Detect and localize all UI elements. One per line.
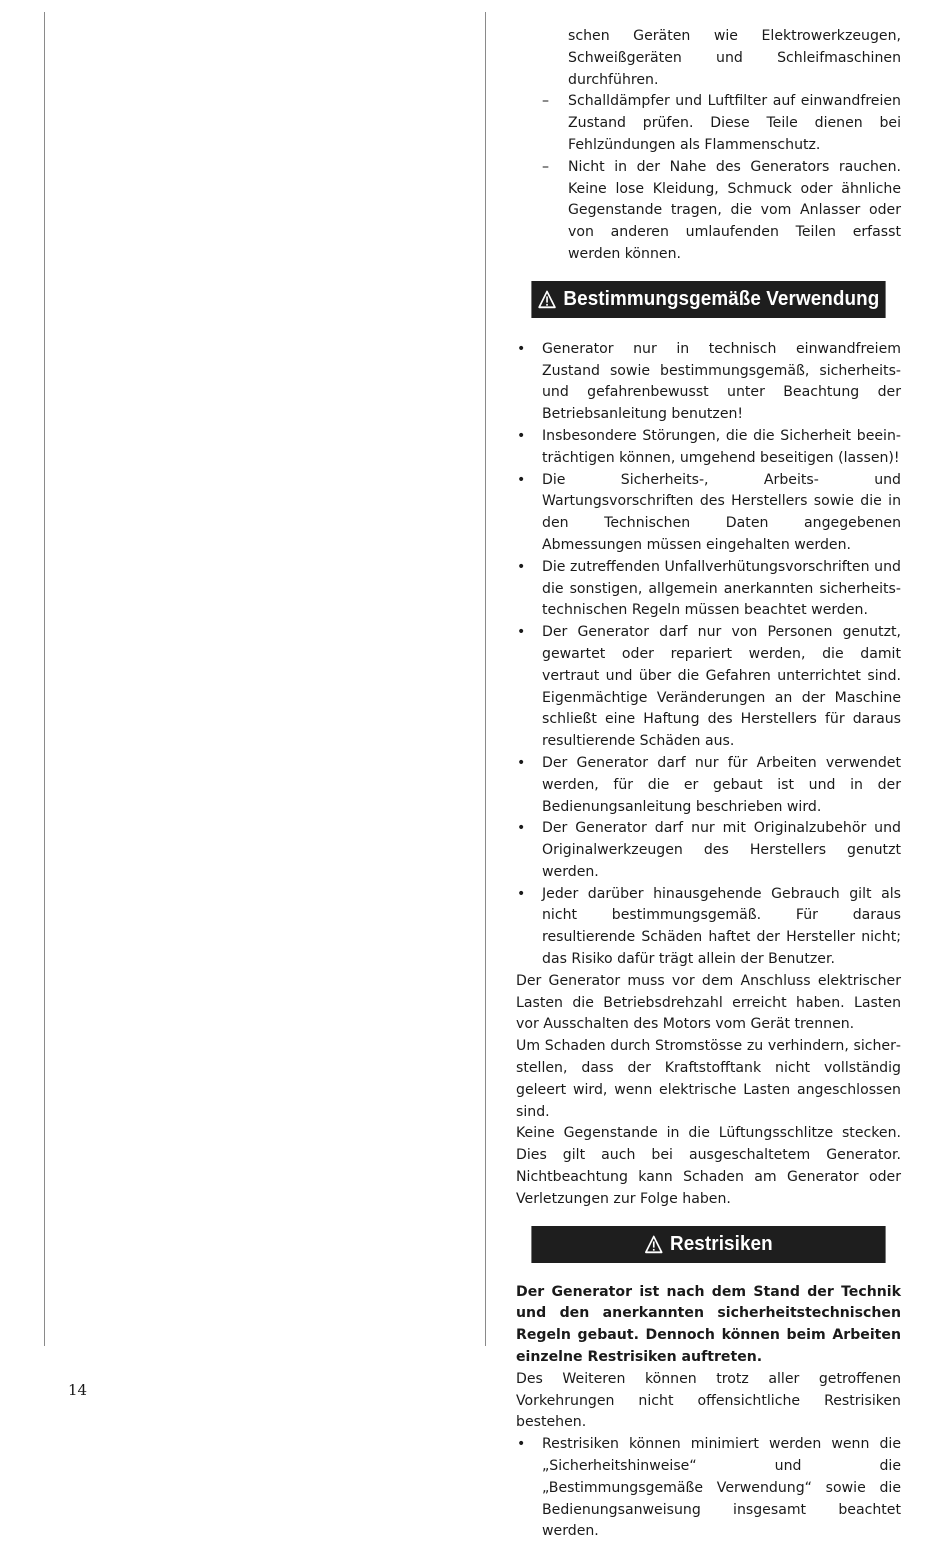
section-header-bestimmungsgemaesse-verwendung (516, 281, 901, 318)
list-item-text: Insbesondere Störungen, die die Sicherheit beeinträchtigen können, umgehend beseitigen (lassen)! (542, 427, 901, 466)
list-item (516, 426, 901, 470)
list-item-text: Schalldämpfer und Luftfilter auf einwandfreien Zustand prüfen. Diese Teile dienen bei Fehlzündungen als Flammenschutz. (568, 93, 901, 153)
list-item (516, 818, 901, 883)
body-paragraph: Um Schaden durch Stromstösse zu verhindern, sicherstellen, dass der Kraftstofftank nicht vollständig geleert wird, wenn elektrische Lasten angeschlossen sind. (516, 1038, 901, 1120)
list-item-text: Die zutreffenden Unfallverhütungsvorschriften und die sonstigen, allgemein anerkannten sicherheitstechnischen Regeln müssen beachtet werden. (542, 558, 901, 619)
list-item-text: Der Generator darf nur für Arbeiten verwendet werden, für die er gebaut ist und in der Bedienungsanleitung beschrieben wird. (542, 754, 901, 815)
list-item (516, 470, 901, 557)
warning-triangle-icon (538, 290, 556, 309)
list-item (516, 1434, 901, 1543)
column-divider-rule (485, 12, 486, 1346)
list-item (516, 884, 901, 971)
bullet-marker: • (517, 820, 526, 837)
usage-bullet-list (516, 339, 901, 971)
list-item-text: schen Geräten wie Elektrowerkzeugen, Schweißgeräten und Schleifmaschinen durchführen. (568, 28, 901, 88)
list-item (516, 91, 901, 156)
list-item (516, 753, 901, 818)
dash-marker: – (542, 158, 550, 175)
section-header-restrisiken (516, 1226, 901, 1263)
list-item (516, 622, 901, 753)
list-item-text: Jeder darüber hinausgehende Gebrauch gilt als nicht bestimmungsgemäß. Für daraus resultierende Schäden haftet der Hersteller nicht; das Risiko dafür trägt allein der Benutzer. (542, 885, 901, 968)
bullet-marker: • (517, 885, 526, 902)
list-item-text: Nicht in der Nahe des Generators rauchen. Keine lose Kleidung, Schmuck oder ähnliche Gegenstande tragen, die vom Anlasser oder von anderen umlaufenden Teilen erfasst werden können. (568, 158, 901, 262)
list-item-text: Generator nur in technisch einwandfreiem Zustand sowie bestimmungsgemäß, sicherheits- und gefahrenbewusst unter Beachtung der Betriebsanleitung benutzen! (542, 340, 901, 423)
bullet-marker: • (517, 624, 526, 641)
list-item-text: Der Generator darf nur mit Originalzubehör und Originalwerkzeugen des Herstellers genutzt werden. (542, 820, 901, 880)
section-title: Restrisiken (670, 1232, 773, 1256)
list-item (516, 557, 901, 622)
body-paragraph: Des Weiteren können trotz aller getroffenen Vorkehrungen nicht offensichtliche Restrisiken bestehen. (516, 1370, 901, 1431)
bullet-marker: • (517, 1436, 526, 1453)
bullet-marker: • (517, 754, 526, 771)
section-title: Bestimmungsgemäße Verwendung (563, 287, 880, 311)
bullet-marker: • (517, 471, 526, 488)
list-item (516, 26, 901, 91)
warning-triangle-icon (644, 1235, 662, 1254)
body-paragraph: Der Generator muss vor dem Anschluss elektrischer Lasten die Betriebsdrehzahl erreicht haben. Lasten vor Ausschalten des Motors vom Gerät trennen. (516, 972, 901, 1033)
right-text-column (516, 26, 901, 1543)
list-item (516, 339, 901, 426)
bold-intro-paragraph: Der Generator ist nach dem Stand der Technik und den anerkannten sicherheitstechnischen Regeln gebaut. Dennoch können beim Arbeiten einzelne Restrisiken auftreten. (516, 1283, 901, 1366)
dash-marker: – (542, 93, 550, 110)
body-paragraph: Keine Gegenstande in die Lüftungsschlitze stecken. Dies gilt auch bei ausgeschaltetem Generator. Nichtbeachtung kann Schaden am Generator oder Verletzungen zur Folge haben. (516, 1125, 901, 1207)
list-item-text: Restrisiken können minimiert werden wenn die „Sicherheitshinweise“ und die „Bestimmungsgemäße Verwendung“ sowie die Bedienungsanweisung insgesamt beachtet werden. (542, 1436, 901, 1540)
bullet-marker: • (517, 558, 526, 575)
bullet-marker: • (517, 427, 526, 444)
list-item-text: Der Generator darf nur von Personen genutzt, gewartet oder repariert werden, die damit vertraut und über die Gefahren unterrichtet sind. Eigenmächtige Veränderungen an der Maschine schließt eine Haftung des Herstellers für daraus resultierende Schäden aus. (542, 624, 901, 750)
left-margin-rule (44, 12, 45, 1346)
page-number: 14 (68, 1381, 88, 1399)
risk-bullet-list (516, 1434, 901, 1543)
list-item-text: Die Sicherheits-, Arbeits- und Wartungsvorschriften des Herstellers sowie die in den Technischen Daten angegebenen Abmessungen müssen eingehalten werden. (542, 471, 901, 553)
intro-dash-list (516, 26, 901, 266)
list-item (516, 157, 901, 266)
bullet-marker: • (517, 340, 526, 357)
